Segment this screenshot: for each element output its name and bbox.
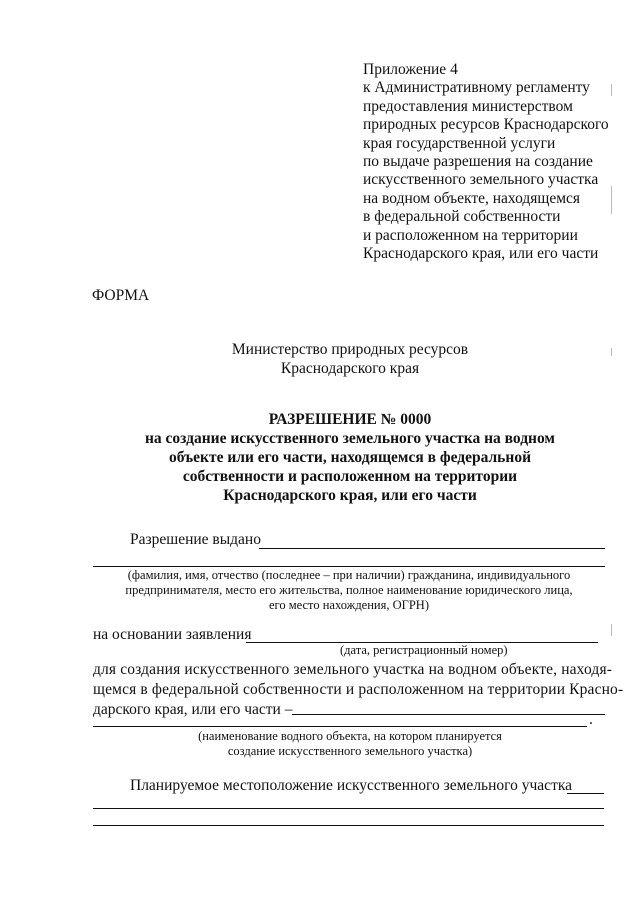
purpose-line: для создания искусственного земельного участка на водном объекте, находя-: [93, 661, 613, 678]
title-heading: РАЗРЕШЕНИЕ № 0000: [268, 411, 432, 428]
appendix-line: природных ресурсов Краснодарского: [363, 116, 609, 134]
title-line: Краснодарского края, или его части: [223, 487, 477, 504]
appendix-line: предоставления министерством: [363, 97, 573, 115]
appendix-line: Краснодарского края, или его части: [363, 245, 599, 263]
appendix-line: края государственной услуги: [363, 134, 556, 152]
purpose-line: дарского края, или его части –: [93, 701, 293, 718]
location-field-line-3[interactable]: [93, 825, 604, 826]
title-line: объекте или его части, находящемся в федеральной: [169, 449, 531, 466]
scan-artifact: [611, 348, 612, 356]
scan-artifact: [611, 624, 612, 636]
location-field-line-2[interactable]: [93, 808, 604, 809]
appendix-line: искусственного земельного участка: [363, 171, 599, 189]
scan-artifact: [611, 84, 612, 96]
issued-note-line: предпринимателя, место его жительства, полное наименование юридического лица,: [125, 583, 573, 597]
water-object-field-line-2[interactable]: [93, 726, 587, 727]
issued-note-line: его место нахождения, ОГРН): [269, 598, 429, 612]
issued-label: Разрешение выдано: [130, 531, 261, 548]
appendix-line: и расположенном на территории: [363, 226, 578, 244]
appendix-line: Приложение 4: [363, 61, 458, 78]
title-line: на создание искусственного земельного участка на водном: [144, 430, 555, 447]
appendix-block: [363, 61, 609, 263]
issued-note-line: (фамилия, имя, отчество (последнее – при наличии) гражданина, индивидуального: [127, 568, 571, 582]
appendix-line: на водном объекте, находящемся: [363, 189, 581, 207]
basis-note: (дата, регистрационный номер): [340, 643, 508, 657]
basis-label: на основании заявления: [93, 626, 252, 643]
appendix-line: по выдаче разрешения на создание: [363, 153, 593, 171]
issued-to-field-line-2[interactable]: [93, 566, 605, 567]
water-object-field[interactable]: [292, 714, 605, 715]
appendix-line: в федеральной собственности: [363, 208, 561, 226]
ministry-name: [170, 340, 530, 378]
water-object-note-line: (наименование водного объекта, на котором планируется: [198, 729, 502, 743]
issued-to-field[interactable]: [259, 548, 605, 549]
document-title: [110, 410, 590, 505]
water-object-note: [160, 729, 540, 759]
purpose-paragraph: [93, 660, 624, 720]
ministry-line-1: Министерство природных ресурсов: [231, 341, 469, 358]
title-line: собственности и расположенном на территории: [182, 468, 518, 485]
ministry-line-2: Краснодарского края: [280, 360, 420, 377]
end-mark: .: [589, 711, 593, 728]
purpose-line: щемся в федеральной собственности и расположенном на территории Красно-: [93, 681, 624, 698]
water-object-note-line: создание искусственного земельного участка): [227, 744, 473, 758]
location-label: Планируемое местоположение искусственного земельного участка: [130, 777, 573, 794]
appendix-line: к Административному регламенту: [363, 79, 590, 97]
scan-artifact: [611, 186, 612, 214]
location-field[interactable]: [567, 793, 604, 794]
issued-note: [93, 568, 605, 613]
form-label: ФОРМА: [92, 287, 150, 304]
